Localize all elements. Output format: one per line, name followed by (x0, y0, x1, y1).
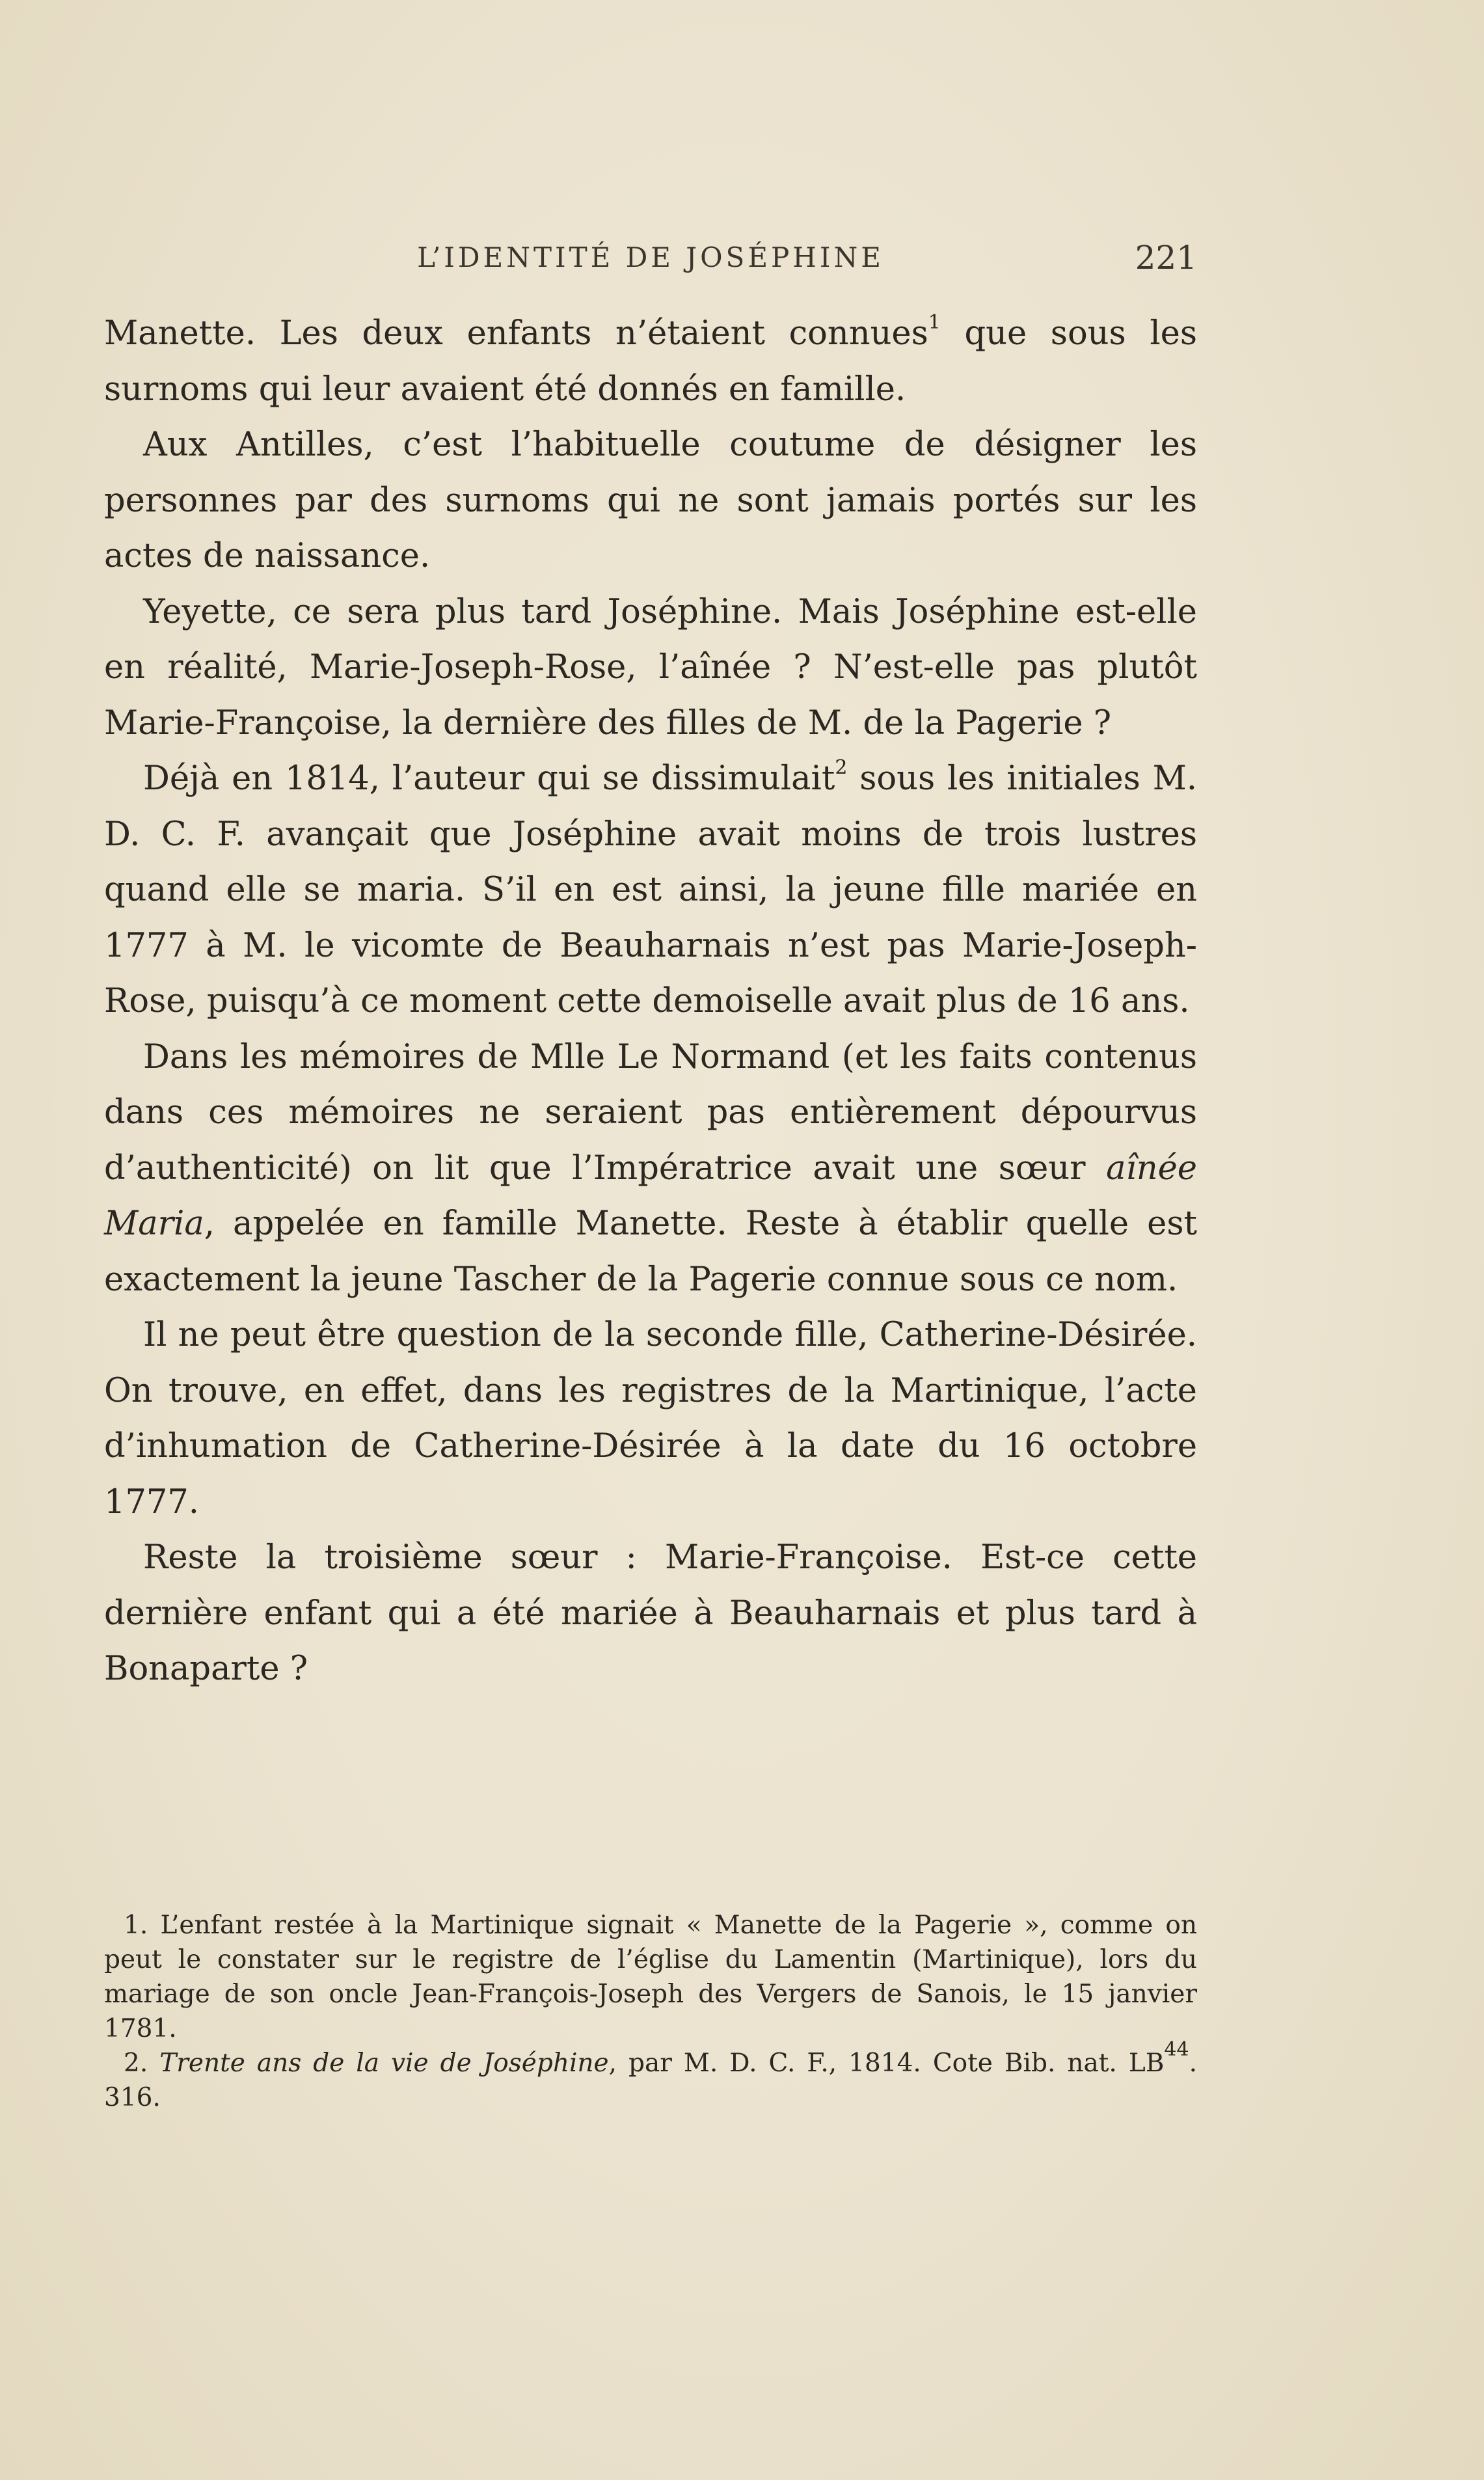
footnote-2-text: , par M. D. C. F., 1814. Cote Bib. nat. LB (608, 2049, 1165, 2078)
paragraph-4-text-a: Déjà en 1814, l’auteur qui se dissimulait (143, 759, 835, 798)
page-number: 221 (1135, 239, 1197, 277)
footnote-ref-1: 1 (928, 311, 941, 334)
running-title: L’IDENTITÉ DE JOSÉPHINE (417, 241, 884, 273)
footnotes (104, 1908, 1197, 2115)
paragraph-2: Aux Antilles, c’est l’habituelle coutume de désigner les personnes par des surnoms qui ne sont jamais portés sur les actes de naissance. (104, 426, 1197, 575)
paragraph-4-text-b: sous les initiales M. D. C. F. avançait que Joséphine avait moins de trois lustres quand elle se maria. S’il en est ainsi, la jeune fille mariée en 1777 à M. le vicomte de Beauharnais n’est pas Marie-Joseph-Rose, puisqu’à ce moment cette demoiselle avait plus de 16 ans. (104, 759, 1197, 1020)
footnote-2-title: Trente ans de la vie de Joséphine (159, 2049, 609, 2078)
paragraph-6: Il ne peut être question de la seconde fille, Catherine-Désirée. On trouve, en effet, dans les registres de la Martinique, l’acte d’inhumation de Catherine-Désirée à la date du 16 octobre 1777. (104, 1316, 1197, 1521)
paragraph-1-text-b: que sous les surnoms qui leur avaient été donnés en famille. (104, 314, 1197, 409)
footnote-2-number: 2. (124, 2049, 160, 2078)
footnote-ref-2: 2 (835, 756, 848, 779)
paragraph-1-text-a: Manette. Les deux enfants n’étaient connues (104, 314, 928, 353)
footnote-2-end: . 316. (104, 2049, 1197, 2112)
paragraph-5-text-a: Dans les mémoires de Mlle Le Normand (et les faits contenus dans ces mémoires ne seraient pas entièrement dépourvus d’authenticité) on lit que l’Impératrice avait une sœur (104, 1037, 1197, 1188)
paragraph-5-italic: aînée Maria (104, 1149, 1197, 1243)
footnote-2-sup: 44 (1164, 2038, 1189, 2061)
paragraph-4 (104, 751, 1197, 1029)
page-header (104, 238, 1197, 277)
footnote-2 (104, 2038, 1197, 2115)
paragraph-7: Reste la troisième sœur : Marie-Françoise. Est-ce cette dernière enfant qui a été mariée à Beauharnais et plus tard à Bonaparte ? (104, 1538, 1197, 1688)
paragraph-5-text-b: , appelée en famille Manette. Reste à établir quelle est exactement la jeune Tascher de la Pagerie connue sous ce nom. (104, 1205, 1197, 1299)
paragraph-5 (104, 1029, 1197, 1308)
paragraph-3: Yeyette, ce sera plus tard Joséphine. Mais Joséphine est-elle en réalité, Marie-Joseph-Rose, l’aînée ? N’est-elle pas plutôt Marie-Françoise, la dernière des filles de M. de la Pagerie ? (104, 592, 1197, 743)
body-text (104, 306, 1197, 1697)
paragraph-1 (104, 306, 1197, 417)
footnote-1: 1. L’enfant restée à la Martinique signait « Manette de la Pagerie », comme on peut le constater sur le registre de l’église du Lamentin (Martinique), lors du mariage de son oncle Jean-François-Joseph des Vergers de Sanois, le 15 janvier 1781. (104, 1911, 1197, 2043)
